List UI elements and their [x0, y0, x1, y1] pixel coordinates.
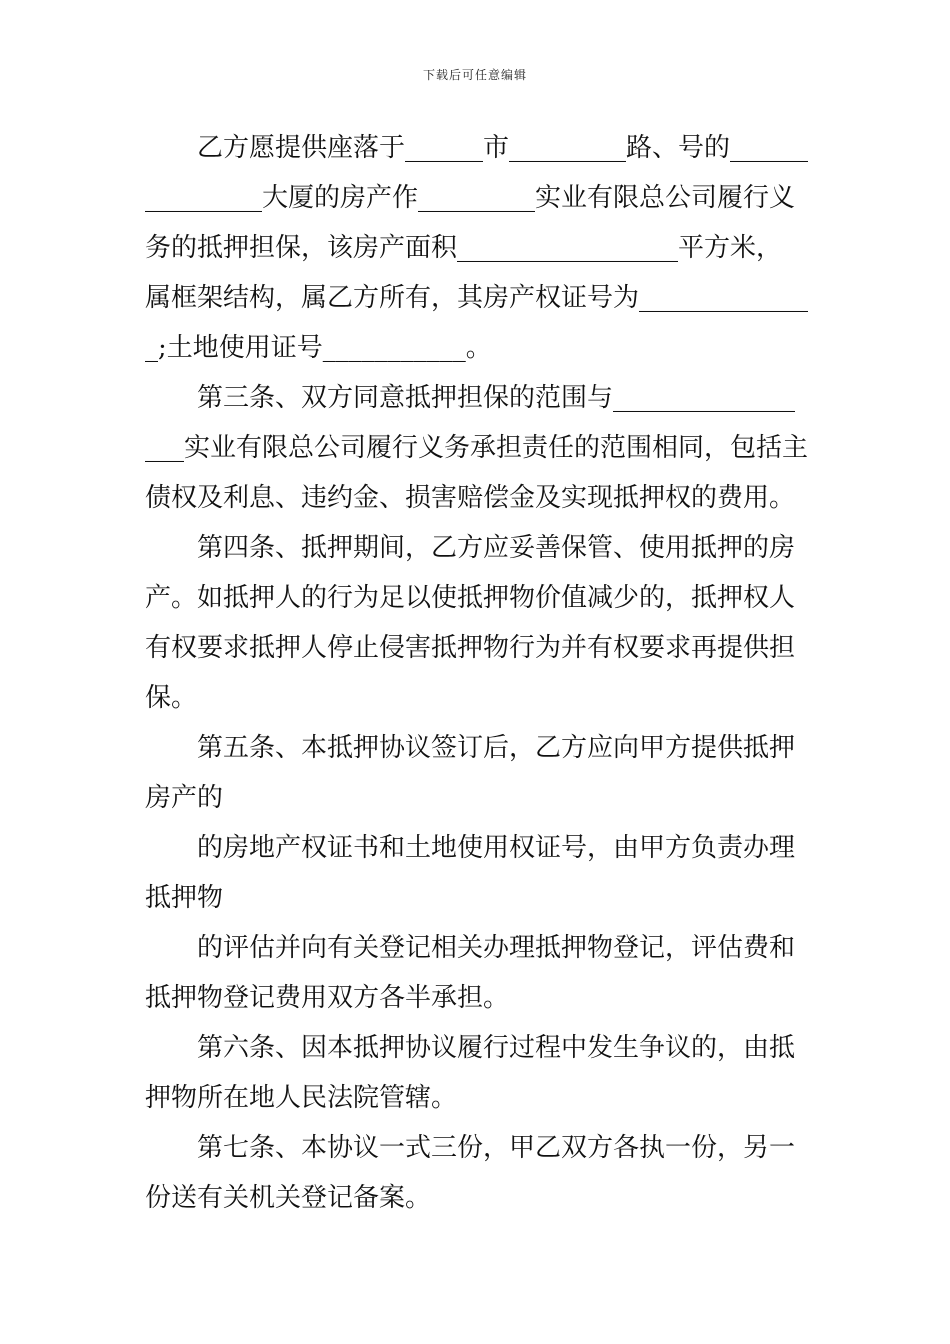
- text-line: 保。: [145, 683, 198, 713]
- text-line: ___实业有限总公司履行义务承担责任的范围相同，包括主: [145, 433, 809, 463]
- text-line: 份送有关机关登记备案。: [145, 1183, 432, 1213]
- text-line: 属框架结构，属乙方所有，其房产权证号为_____________: [145, 283, 809, 313]
- text-line: 的评估并向有关登记相关办理抵押物登记，评估费和: [197, 933, 796, 963]
- text-line: 第五条、本抵押协议签订后，乙方应向甲方提供抵押: [197, 733, 796, 763]
- text-line: 第七条、本协议一式三份，甲乙双方各执一份，另一: [197, 1133, 796, 1163]
- text-line: 第六条、因本抵押协议履行过程中发生争议的，由抵: [197, 1033, 796, 1063]
- text-line: 房产的: [145, 783, 224, 813]
- text-line: 务的抵押担保，该房产面积_________________平方米，: [145, 233, 783, 263]
- text-line: 有权要求抵押人停止侵害抵押物行为并有权要求再提供担: [145, 633, 796, 663]
- text-line: 抵押物登记费用双方各半承担。: [145, 983, 510, 1013]
- text-line: 抵押物: [145, 883, 224, 913]
- text-line: 的房地产权证书和土地使用权证号，由甲方负责办理: [197, 833, 796, 863]
- text-line: _________大厦的房产作_________实业有限总公司履行义: [145, 183, 796, 213]
- text-line: 产。如抵押人的行为足以使抵押物价值减少的，抵押权人: [145, 583, 796, 613]
- text-line: 押物所在地人民法院管辖。: [145, 1083, 458, 1113]
- text-line: 债权及利息、违约金、损害赔偿金及实现抵押权的费用。: [145, 483, 796, 513]
- text-line: 第三条、双方同意抵押担保的范围与______________: [197, 383, 796, 413]
- text-line: _;土地使用证号___________。: [145, 333, 492, 363]
- page-header: 下载后可任意编辑: [422, 68, 527, 82]
- text-line: 第四条、抵押期间，乙方应妥善保管、使用抵押的房: [197, 533, 796, 563]
- text-line: 乙方愿提供座落于______市_________路、号的______: [197, 133, 809, 163]
